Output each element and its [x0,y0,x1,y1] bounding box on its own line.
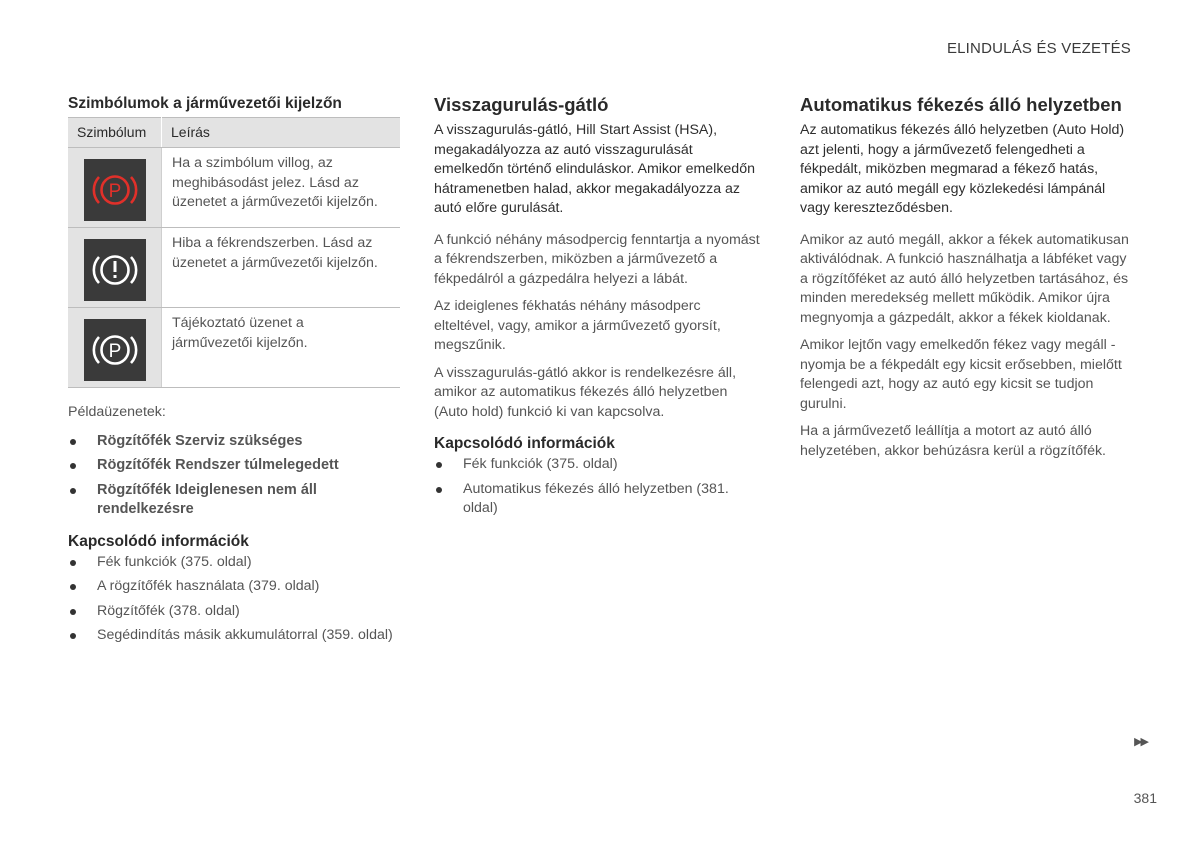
example-messages-list [68,432,400,520]
hsa-title: Visszagurulás-gátló [434,94,609,115]
auto-hold-paragraph: Ha a járművezető leállítja a motort az autó álló helyzetében, akkor behúzásra kerül a rögzítőfék. [800,423,1106,459]
svg-text:P: P [108,341,121,362]
chapter-header: ELINDULÁS ÉS VEZETÉS [946,40,1131,57]
table-row-description: Tájékoztató üzenet a járművezetői kijelzőn. [162,308,401,388]
list-item: Rögzítőfék Rendszer túlmelegedett [68,456,400,476]
table-row [68,308,400,388]
related-info-list [68,553,400,646]
related-link[interactable]: Automatikus fékezés álló helyzetben (381. oldal) [434,480,764,519]
auto-hold-title: Automatikus fékezés álló helyzetben [800,94,1122,115]
table-header-symbol: Szimbólum [68,118,162,148]
brake-warning-icon [84,239,146,301]
table-row-description: Ha a szimbólum villog, az meghibásodást jelez. Lásd az üzenetet a járművezetői kijelzőn. [162,148,401,228]
right-column [800,94,1132,461]
related-link[interactable]: A rögzítőfék használata (379. oldal) [68,577,400,597]
related-link[interactable]: Fék funkciók (375. oldal) [434,455,764,475]
table-row-description: Hiba a fékrendszerben. Lásd az üzenetet a járművezetői kijelzőn. [162,228,401,308]
auto-hold-paragraph: Amikor az autó megáll, akkor a fékek automatikusan aktiválódnak. A funkció használhatja a lábféket vagy a rögzítőféket az autó álló helyzetben tartásához, és minden meredekség mellett működik. Amikor újra megnyomja a gázpedált, akkor a fékek kioldanak. [800,231,1129,326]
related-link[interactable]: Segédindítás másik akkumulátorral (359. oldal) [68,626,400,646]
related-link[interactable]: Fék funkciók (375. oldal) [68,553,400,573]
left-column [68,94,400,646]
examples-label: Példaüzenetek: [68,404,166,420]
hsa-paragraph: Az ideiglenes fékhatás néhány másodperc elteltével, vagy, amikor a járművezető gyorsít, megszűnik. [434,298,721,353]
auto-hold-intro: Az automatikus fékezés álló helyzetben (Auto Hold) azt jelenti, hogy a járművezető felengedheti a fékpedált, miközben megmarad a fékező hatás, amikor az autó megáll egy közlekedési lámpánál vagy kereszteződésben. [800,122,1125,216]
hsa-intro: A visszagurulás-gátló, Hill Start Assist (HSA), megakadályozza az autó visszagurulását emelkedőn történő elinduláskor. Amikor emelkedőn hátramenetben halad, akkor megakadályozza az autó előre gurulását. [434,122,755,216]
related-info-title: Kapcsolódó információk [434,435,615,452]
svg-text:P: P [108,181,121,202]
auto-hold-paragraph: Amikor lejtőn vagy emelkedőn fékez vagy megáll - nyomja be a fékpedált egy kicsit erősebben, mielőtt felengedi azt, hogy az autó egy kicsit se tudjon gurulni. [800,337,1122,412]
page-number: 381 [1133,790,1157,806]
parking-brake-white-icon [84,319,146,381]
double-arrow-right-icon[interactable]: ▶▶ [1134,736,1147,748]
hsa-paragraph: A visszagurulás-gátló akkor is rendelkezésre áll, amikor az automatikus fékezés álló helyzetben (Auto hold) funkció ki van kapcsolva. [434,364,737,420]
list-item: Rögzítőfék Ideiglenesen nem áll rendelkezésre [68,481,400,520]
table-row [68,148,400,228]
related-info-title: Kapcsolódó információk [68,532,249,550]
symbol-table [68,117,400,388]
list-item: Rögzítőfék Szerviz szükséges [68,432,400,452]
symbol-table-title: Szimbólumok a járművezetői kijelzőn [68,95,342,112]
table-header-description: Leírás [162,118,401,148]
middle-column [434,94,764,519]
table-row [68,228,400,308]
hsa-paragraph: A funkció néhány másodpercig fenntartja a nyomást a fékrendszerben, miközben a járművezető a fékpedálról a gázpedálra helyezi a lábát. [434,231,760,287]
parking-brake-red-icon [84,159,146,221]
related-link[interactable]: Rögzítőfék (378. oldal) [68,602,400,622]
related-info-list [434,455,764,519]
